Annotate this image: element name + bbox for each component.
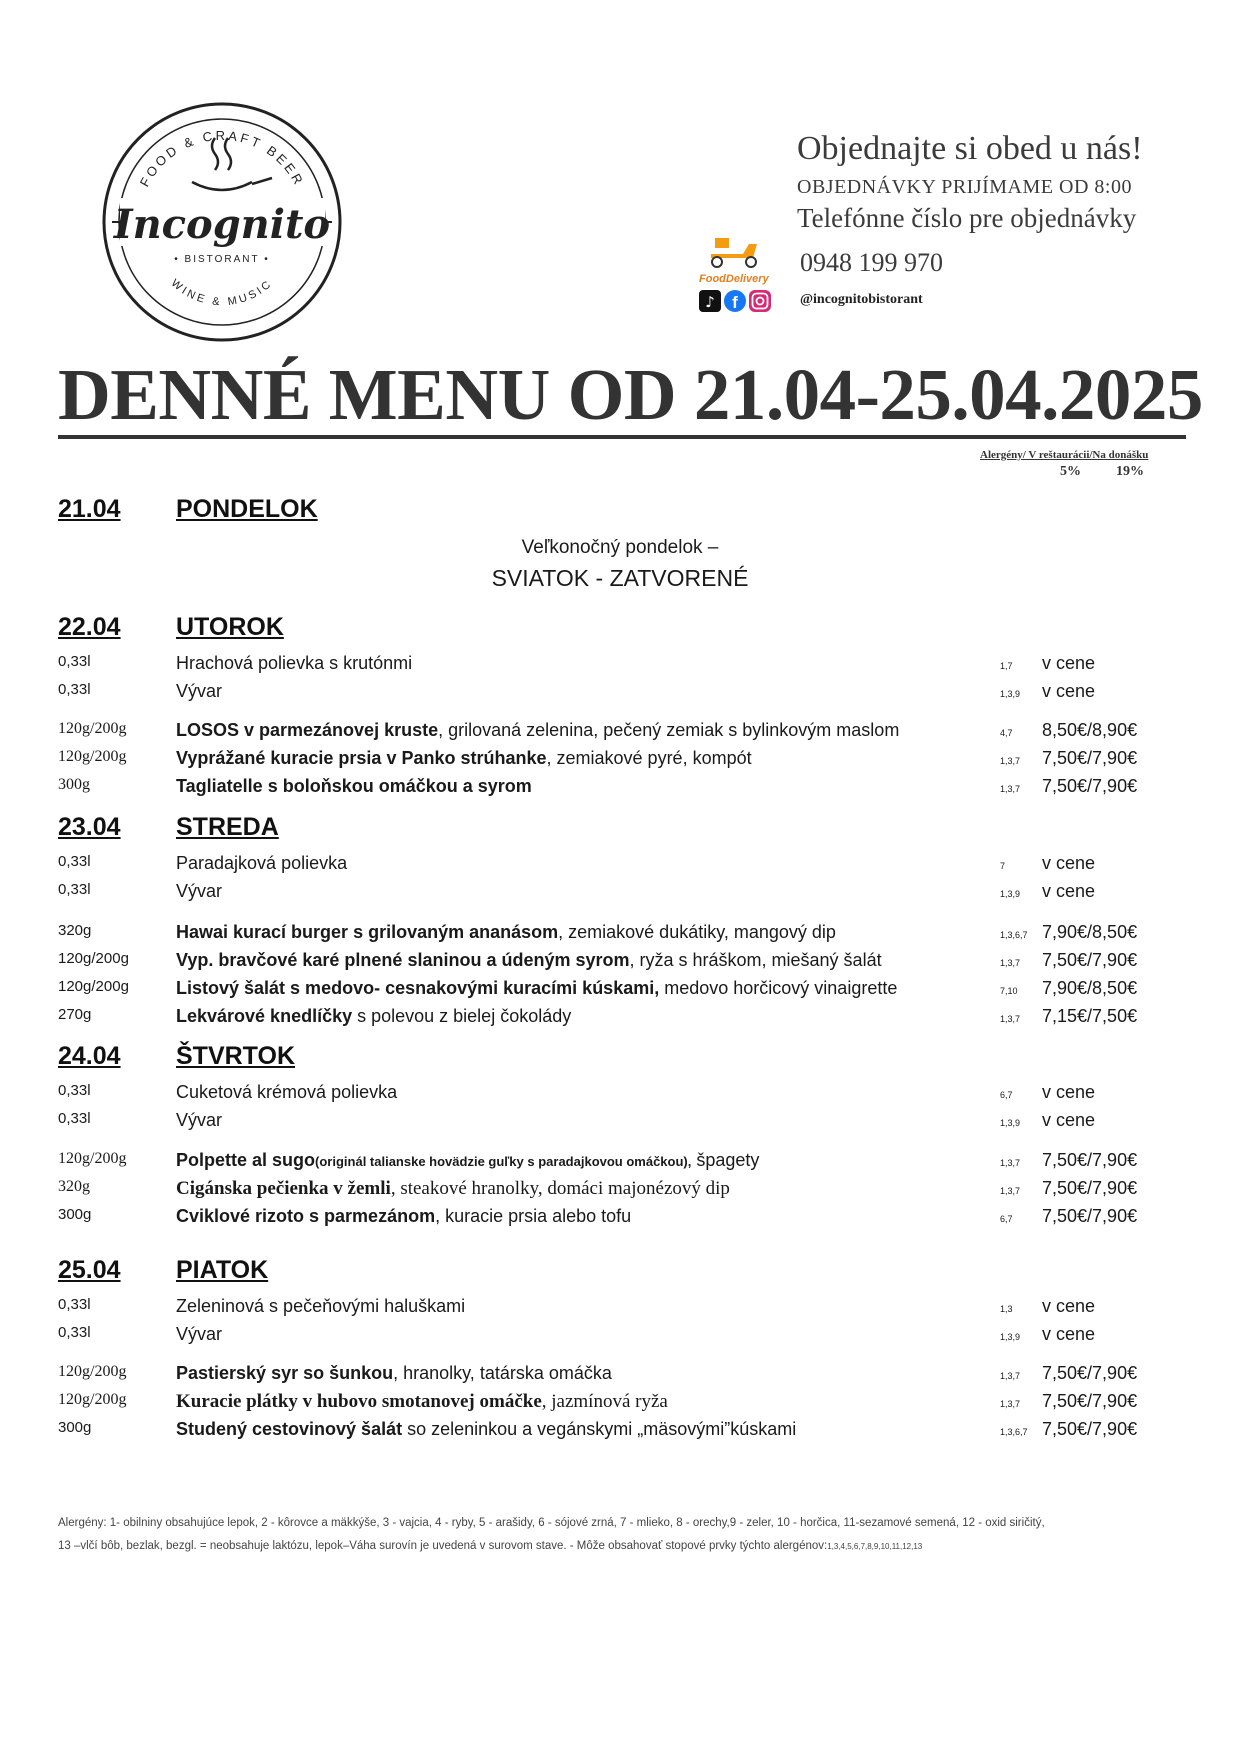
menu-row xyxy=(0,1296,1240,1322)
instagram-icon xyxy=(749,290,771,312)
main-title: DENNÉ MENU OD 21.04-25.04.2025 xyxy=(58,354,1203,435)
item-name: Pastierský syr so šunkou, hranolky, tatárska omáčka xyxy=(176,1363,612,1383)
item-allergens: 7,10 xyxy=(1000,986,1018,996)
menu-row xyxy=(0,1391,1240,1417)
menu-row xyxy=(0,950,1240,976)
item-name: Paradajková polievka xyxy=(176,853,348,873)
closed-note: Veľkonočný pondelok – xyxy=(521,537,719,558)
item-price: 7,15€/7,50€ xyxy=(1042,1006,1138,1026)
day-name: PIATOK xyxy=(176,1256,269,1284)
item-allergens: 6,7 xyxy=(1000,1090,1013,1100)
item-allergens: 7 xyxy=(1000,861,1006,871)
menu-row xyxy=(0,1178,1240,1204)
item-quantity: 120g/200g xyxy=(58,1391,127,1408)
item-allergens: 1,3,7 xyxy=(1000,1186,1021,1196)
day-date: 23.04 xyxy=(58,813,121,841)
day-name: STREDA xyxy=(176,813,279,841)
item-allergens: 1,3,7 xyxy=(1000,784,1021,794)
item-quantity: 0,33l xyxy=(58,653,91,670)
header-social-handle: @incognitobistorant xyxy=(800,292,923,307)
menu-row xyxy=(0,720,1240,746)
item-price: 7,50€/7,90€ xyxy=(1042,1178,1138,1198)
menu-row xyxy=(0,978,1240,1004)
menu-row xyxy=(0,1419,1240,1445)
item-price: 7,90€/8,50€ xyxy=(1042,922,1138,942)
item-allergens: 1,3,9 xyxy=(1000,1118,1021,1128)
menu-row xyxy=(0,1110,1240,1136)
item-allergens: 1,3,9 xyxy=(1000,1332,1021,1342)
item-name: Vývar xyxy=(176,681,223,701)
item-price: 7,90€/8,50€ xyxy=(1042,978,1138,998)
item-price: v cene xyxy=(1042,881,1096,901)
item-quantity: 120g/200g xyxy=(58,748,127,765)
item-price: 7,50€/7,90€ xyxy=(1042,1419,1138,1439)
menu-row xyxy=(0,681,1240,707)
item-quantity: 300g xyxy=(58,776,90,793)
item-allergens: 4,7 xyxy=(1000,728,1013,738)
item-quantity: 300g xyxy=(58,1206,92,1223)
svg-text:WINE & MUSIC xyxy=(169,277,276,308)
day-date: 21.04 xyxy=(58,495,121,523)
item-name: Vyprážané kuracie prsia v Panko strúhanke, zemiakové pyré, kompót xyxy=(176,748,752,768)
item-name: Tagliatelle s boloňskou omáčkou a syrom xyxy=(176,776,532,796)
item-allergens: 1,3,7 xyxy=(1000,1371,1021,1381)
vat-rate-delivery: 19% xyxy=(1116,464,1144,479)
item-price: 7,50€/7,90€ xyxy=(1042,1391,1138,1411)
item-quantity: 0,33l xyxy=(58,1324,91,1341)
item-price: 7,50€/7,90€ xyxy=(1042,1363,1138,1383)
item-allergens: 1,3,7 xyxy=(1000,756,1021,766)
header-hours: OBJEDNÁVKY PRIJÍMAME OD 8:00 xyxy=(797,176,1132,198)
menu-row xyxy=(0,1206,1240,1232)
day-date: 24.04 xyxy=(58,1042,121,1070)
footer-line-2: 13 –vlčí bôb, bezlak, bezgl. = neobsahuje laktózu, lepok–Váha surovín je uvedená v surovom stave. - Môže obsahovať stopové prvky týchto alergénov:1,3,4,5,6,7,8,9,10,11,12,13 xyxy=(58,1540,923,1552)
item-price: v cene xyxy=(1042,853,1096,873)
item-quantity: 270g xyxy=(58,1006,92,1023)
menu-row xyxy=(0,881,1240,907)
item-allergens: 1,3,7 xyxy=(1000,1399,1021,1409)
item-price: 7,50€/7,90€ xyxy=(1042,776,1138,796)
item-price: 7,50€/7,90€ xyxy=(1042,1150,1138,1170)
item-name: Polpette al sugo(originál talianske hovädzie guľky s paradajkovou omáčkou), špagety xyxy=(176,1150,760,1170)
food-delivery-icon xyxy=(697,236,777,286)
item-quantity: 0,33l xyxy=(58,1082,91,1099)
item-quantity: 0,33l xyxy=(58,881,91,898)
header-title: Objednajte si obed u nás! xyxy=(797,130,1143,167)
item-allergens: 1,3 xyxy=(1000,1304,1013,1314)
logo-bottom-text: WINE & MUSIC xyxy=(168,277,276,309)
item-quantity: 120g/200g xyxy=(58,950,129,967)
svg-text:f: f xyxy=(732,293,738,312)
menu-row xyxy=(0,1324,1240,1350)
menu-row xyxy=(0,1006,1240,1032)
menu-row xyxy=(0,1082,1240,1108)
item-price: v cene xyxy=(1042,653,1096,673)
logo-sub: • BISTORANT • xyxy=(174,254,270,265)
social-icons xyxy=(697,289,777,313)
item-name: Vývar xyxy=(176,1324,223,1344)
item-price: 7,50€/7,90€ xyxy=(1042,748,1138,768)
title-underline xyxy=(58,435,1186,439)
item-name: Hawai kurací burger s grilovaným ananásom, zemiakové dukátiky, mangový dip xyxy=(176,922,836,942)
menu-row xyxy=(0,653,1240,679)
item-price: 7,50€/7,90€ xyxy=(1042,950,1138,970)
item-price: v cene xyxy=(1042,681,1096,701)
menu-row xyxy=(0,853,1240,879)
menu-row xyxy=(0,922,1240,948)
item-quantity: 120g/200g xyxy=(58,1150,127,1167)
item-name: Cuketová krémová polievka xyxy=(176,1082,398,1102)
closed-status: SVIATOK - ZATVORENÉ xyxy=(491,565,749,591)
day-name: UTOROK xyxy=(176,613,284,641)
incognito-logo xyxy=(100,100,345,345)
item-quantity: 120g/200g xyxy=(58,1363,127,1380)
item-name: Vyp. bravčové karé plnené slaninou a údeným syrom, ryža s hráškom, miešaný šalát xyxy=(176,950,882,970)
item-quantity: 0,33l xyxy=(58,1296,91,1313)
menu-row xyxy=(0,776,1240,802)
tiktok-icon xyxy=(699,290,721,312)
item-price: v cene xyxy=(1042,1110,1096,1130)
item-price: 8,50€/8,90€ xyxy=(1042,720,1138,740)
item-quantity: 320g xyxy=(58,1178,90,1195)
item-name: Studený cestovinový šalát so zeleninkou a vegánskymi „mäsovými”kúskami xyxy=(176,1419,797,1439)
logo-name: Incognito xyxy=(113,201,331,248)
footer-line-1: Alergény: 1- obilniny obsahujúce lepok, 2 - kôrovce a mäkkýše, 3 - vajcia, 4 - ryby, 5 - arašidy, 6 - sójové zrná, 7 - mlieko, 8 - orechy,9 - zeler, 10 - horčica, 11-sezamové semená, 12 - oxid siričitý, xyxy=(58,1517,1045,1529)
item-name: Hrachová polievka s krutónmi xyxy=(176,653,413,673)
item-allergens: 1,3,7 xyxy=(1000,1014,1021,1024)
item-quantity: 320g xyxy=(58,922,92,939)
vat-rate-restaurant: 5% xyxy=(1060,464,1081,479)
day-date: 25.04 xyxy=(58,1256,121,1284)
header-phone: 0948 199 970 xyxy=(800,248,943,277)
item-name: Cviklové rizoto s parmezánom, kuracie prsia alebo tofu xyxy=(176,1206,632,1226)
logo-top-text: FOOD & CRAFT BEER xyxy=(136,127,308,190)
item-allergens: 1,3,6,7 xyxy=(1000,1427,1028,1437)
svg-text:♪: ♪ xyxy=(705,293,715,311)
allergen-footer xyxy=(58,1512,1188,1558)
item-quantity: 0,33l xyxy=(58,1110,91,1127)
item-price: v cene xyxy=(1042,1296,1096,1316)
menu-row xyxy=(0,1150,1240,1176)
item-allergens: 1,7 xyxy=(1000,661,1013,671)
delivery-label: FoodDelivery xyxy=(699,273,769,285)
vat-header: Alergény/ V reštaurácii/Na donášku xyxy=(980,449,1149,461)
item-quantity: 300g xyxy=(58,1419,92,1436)
day-name: PONDELOK xyxy=(176,495,318,523)
item-name: Kuracie plátky v hubovo smotanovej omáčke, jazmínová ryža xyxy=(176,1391,668,1412)
day-name: ŠTVRTOK xyxy=(176,1042,295,1070)
menu-row xyxy=(0,1363,1240,1389)
menu-row xyxy=(0,748,1240,774)
item-quantity: 0,33l xyxy=(58,853,91,870)
item-allergens: 6,7 xyxy=(1000,1214,1013,1224)
item-allergens: 1,3,9 xyxy=(1000,689,1021,699)
item-price: 7,50€/7,90€ xyxy=(1042,1206,1138,1226)
item-name: Listový šalát s medovo- cesnakovými kuracími kúskami, medovo horčicový vinaigrette xyxy=(176,978,898,998)
item-price: v cene xyxy=(1042,1324,1096,1344)
item-name: Cigánska pečienka v žemli, steakové hranolky, domáci majonézový dip xyxy=(176,1178,730,1199)
item-quantity: 0,33l xyxy=(58,681,91,698)
day-date: 22.04 xyxy=(58,613,121,641)
item-quantity: 120g/200g xyxy=(58,720,127,737)
item-price: v cene xyxy=(1042,1082,1096,1102)
header-phone-label: Telefónne číslo pre objednávky xyxy=(797,203,1137,233)
item-quantity: 120g/200g xyxy=(58,978,129,995)
item-allergens: 1,3,7 xyxy=(1000,958,1021,968)
item-allergens: 1,3,9 xyxy=(1000,889,1021,899)
facebook-icon xyxy=(724,290,746,312)
item-name: Vývar xyxy=(176,881,223,901)
item-allergens: 1,3,6,7 xyxy=(1000,930,1028,940)
item-name: LOSOS v parmezánovej kruste, grilovaná zelenina, pečený zemiak s bylinkovým maslom xyxy=(176,720,900,740)
item-allergens: 1,3,7 xyxy=(1000,1158,1021,1168)
item-name: Zeleninová s pečeňovými haluškami xyxy=(176,1296,466,1316)
item-name: Lekvárové knedlíčky s polevou z bielej čokolády xyxy=(176,1006,572,1026)
item-name: Vývar xyxy=(176,1110,223,1130)
